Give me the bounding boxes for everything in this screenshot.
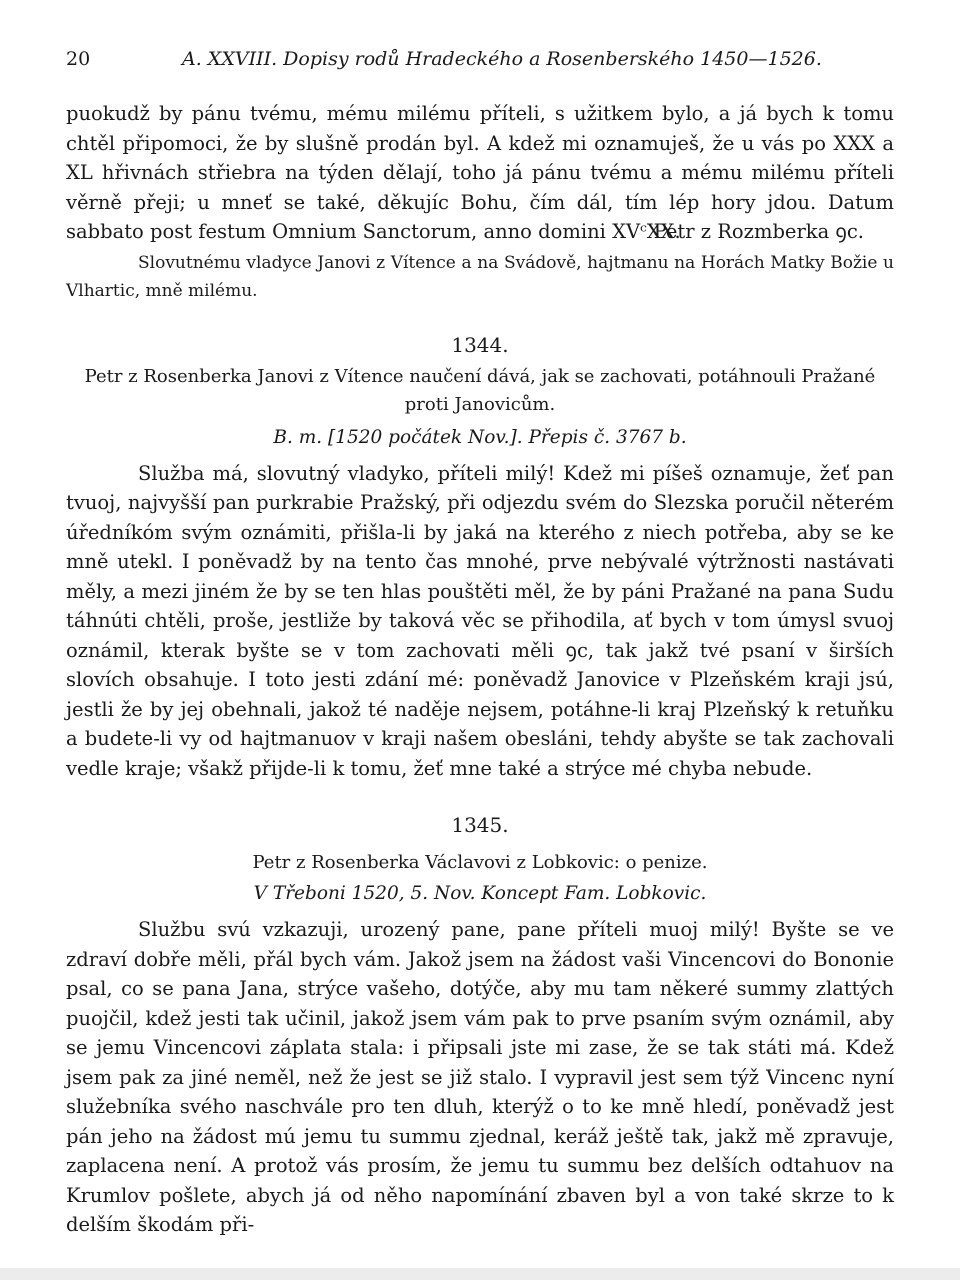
page-number: 20 [66,48,91,70]
letter-signature: Petr z Rozmberka ꝯc. [653,220,864,243]
document-source: V Třeboni 1520, 5. Nov. Koncept Fam. Lobkovic. [253,883,707,904]
letter-body: Službu svú vzkazuji, urozený pane, pane příteli muoj milý! Byšte se ve zdraví dobře měli, přál bych vám. Jakož jsem na žádost vaši Vincencovi do Bononie psal, co se pana Jana, strýce vašeho, dotýče, aby mu tam někeré summy zlattých puojčil, kdež jesti tak učinil, jakož jsem vám pak to prve psaním svým oznámil, aby se jemu Vincencovi záplata stala: i připsali jste mi zase, že se tak státi má. Kdež jsem pak za jiné neměl, než že jest se již stalo. I vypravil jest sem týž Vincenc nyní služebníka svého naschvále pro ten dluh, kterýž o to ke mně hledí, poněvadž jest pán jeho na žádost mú jemu tu summu zjednal, keráž ještě tak, jakž mě zpravuje, zaplacena není. A protož vás prosím, že jemu tu summu bez delších odtahuov na Krumlov pošlete, abych já od něho napomínání zbaven byl a von také skrze to k delším škodám při- [66,918,894,1236]
running-title: A. XXVIII. Dopisy rodů Hradeckého a Rosenberského 1450—1526. [182,48,822,70]
document-source: B. m. [1520 počátek Nov.]. Přepis č. 3767 b. [273,426,687,448]
letter-body: Služba má, slovutný vladyko, příteli milý! Kdež mi píšeš oznamuje, žeť pan tvuoj, najvyšší pan purkrabie Pražský, při odjezdu svém do Slezska poručil něterém úředníkóm svým oznámiti, přišla-li by jaká na kterého z niech potřeba, aby se ke mně utekl. I poněvadž by na tento čas mnohé, prve nebývalé výtržnosti nastávati měly, a mezi jiném že by se ten hlas pouštěti měl, že by páni Pražané na pana Sudu táhnúti chtěli, proše, jestliže by taková věc se přihodila, ať bych v tom úmysl svuoj oznámil, kterak byšte se v tom zachovati měli ꝯc, tak jakž tvé psaní v širších slovích obsahuje. I toto jesti zdání mé: poněvadž Janovice v Plzeňském kraji jsú, jestli že by jej obehnali, jakož té naděje nejsem, potáhne-li kraj Plzeňský k retuňku a budete-li vy od hajtmanuov v kraji našem obesláni, tehdy abyšte se tak zachovali vedle kraje; všakž přijde-li k tomu, žeť mne také a strýce mé chyba nebude. [66,461,894,780]
continued-letter [66,99,894,305]
book-page [66,40,894,1240]
running-head [66,40,894,80]
document-heading: Petr z Rosenberka Václavovi z Lobkovic: o penize. [252,852,708,873]
bottom-edge-strip [0,1268,960,1280]
document-number: 1344. [451,332,509,357]
document-heading: Petr z Rosenberka Janovi z Vítence naučení dává, jak se zachovati, potáhnouli Pražané proti Janovicům. [84,365,876,415]
letter-1344 [66,333,894,784]
letter-address: Slovutnému vladyce Janovi z Vítence a na Svádově, hajtmanu na Horách Matky Božie u Vlhartic, mně milému. [66,252,894,301]
letter-1345 [66,813,894,1240]
continued-letter-text: puokudž by pánu tvému, mému milému příteli, s užitkem bylo, a já bych k tomu chtěl připomoci, že by slušně prodán byl. A kdež mi oznamuješ, že u vás po XXX a XL hřivnách střiebra na týden dělají, toho já pánu tvému a mému milému příteli věrně přeji; u mneť se také, děkujíc Bohu, čím dál, tím lép hory jdou. Datum sabbato post festum Omnium Sanctorum, anno domini XVᶜXX. [66,102,894,243]
document-number: 1345. [451,813,509,837]
